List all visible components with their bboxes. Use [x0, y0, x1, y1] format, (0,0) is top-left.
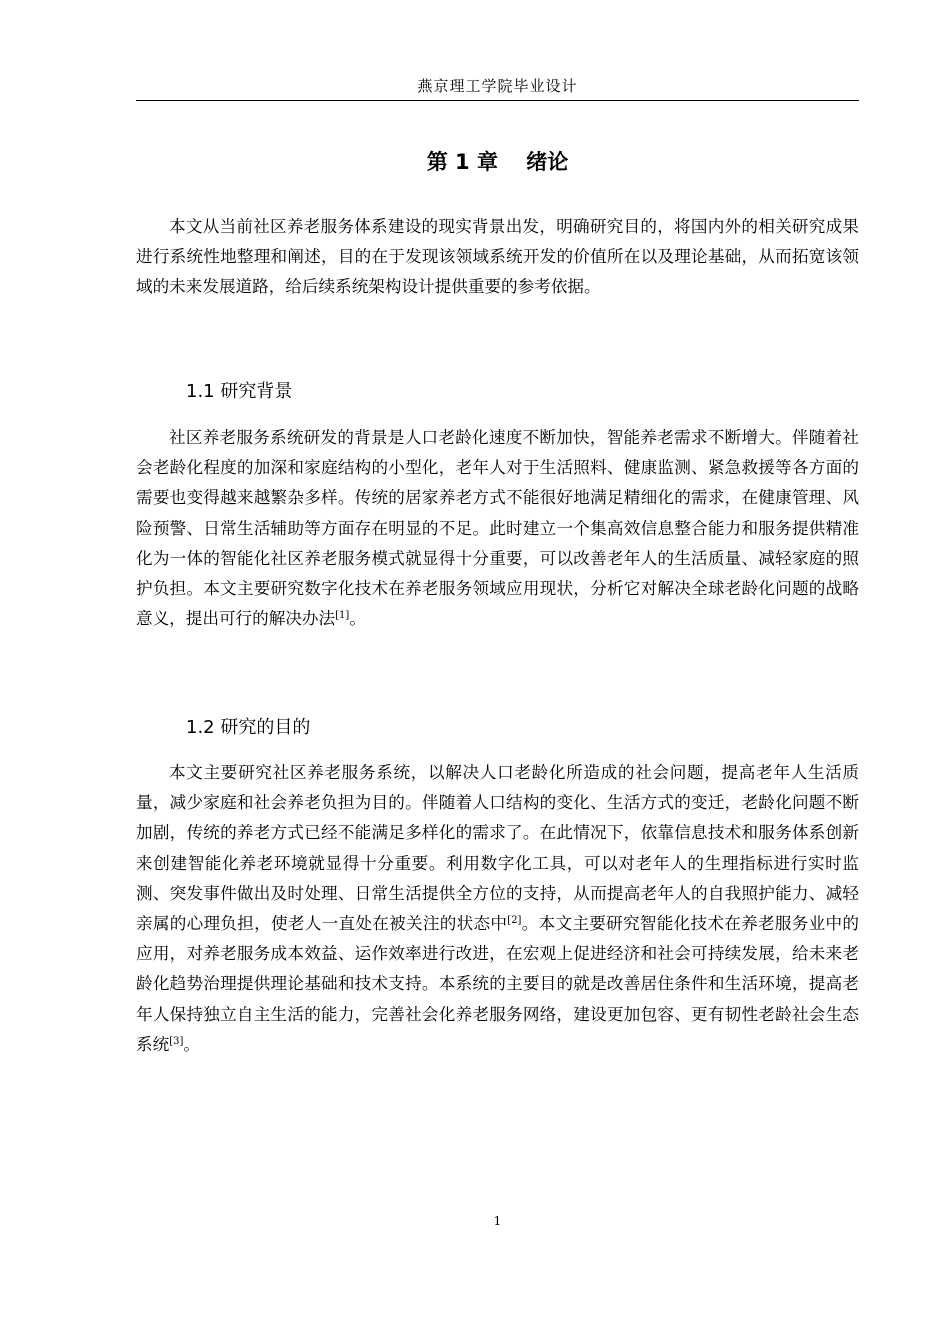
running-header: 燕京理工学院毕业设计 [417, 77, 578, 95]
purpose-end: 。 [183, 1034, 200, 1054]
intro-paragraph: 本文从当前社区养老服务体系建设的现实背景出发，明确研究目的，将国内外的相关研究成果进行系统性地整理和阐述，目的在于发现该领域系统开发的价值所在以及理论基础，从而拓宽该领域的未来发展道路，给后续系统架构设计提供重要的参考依据。 [136, 217, 859, 297]
citation-2: [2] [507, 915, 522, 927]
section-title-purpose: 1.2 研究的目的 [186, 717, 311, 738]
page-number: 1 [493, 1214, 502, 1228]
chapter-title: 第 1 章 绪论 [426, 150, 569, 174]
background-text: 社区养老服务系统研发的背景是人口老龄化速度不断加快，智能养老需求不断增大。伴随着社会老龄化程度的加深和家庭结构的小型化，老年人对于生活照料、健康监测、紧急救援等各方面的需要也变得越来越繁杂多样。传统的居家养老方式不能很好地满足精细化的需求，在健康管理、风险预警、日常生活辅助等方面存在明显的不足。此时建立一个集高效信息整合能力和服务提供精准化为一体的智能化社区养老服务模式就显得十分重要，可以改善老年人的生活质量、减轻家庭的照护负担。本文主要研究数字化技术在养老服务领域应用现状，分析它对解决全球老龄化问题的战略意义，提出可行的解决办法 [136, 428, 859, 629]
citation-3: [3] [169, 1035, 184, 1047]
section-title-background: 1.1 研究背景 [186, 381, 293, 402]
header-rule [136, 100, 859, 101]
purpose-text-a: 本文主要研究社区养老服务系统，以解决人口老龄化所造成的社会问题，提高老年人生活质量，减少家庭和社会养老负担为目的。伴随着人口结构的变化、生活方式的变迁，老龄化问题不断加剧，传统的养老方式已经不能满足多样化的需求了。在此情况下，依靠信息技术和服务体系创新来创建智能化养老环境就显得十分重要。利用数字化工具，可以对老年人的生理指标进行实时监测、突发事件做出及时处理、日常生活提供全方位的支持，从而提高老年人的自我照护能力、减轻亲属的心理负担，使老人一直处在被关注的状态中 [136, 763, 859, 934]
purpose-paragraph [136, 758, 859, 1060]
background-paragraph [136, 423, 859, 634]
citation-1: [1] [335, 610, 350, 622]
purpose-text-b: 。本文主要研究智能化技术在养老服务业中的应用，对养老服务成本效益、运作效率进行改进，在宏观上促进经济和社会可持续发展，给未来老龄化趋势治理提供理论基础和技术支持。本系统的主要目的就是改善居住条件和生活环境，提高老年人保持独立自主生活的能力，完善社会化养老服务网络，建设更加包容、更有韧性老龄社会生态系统 [136, 914, 860, 1054]
background-end: 。 [349, 609, 366, 629]
